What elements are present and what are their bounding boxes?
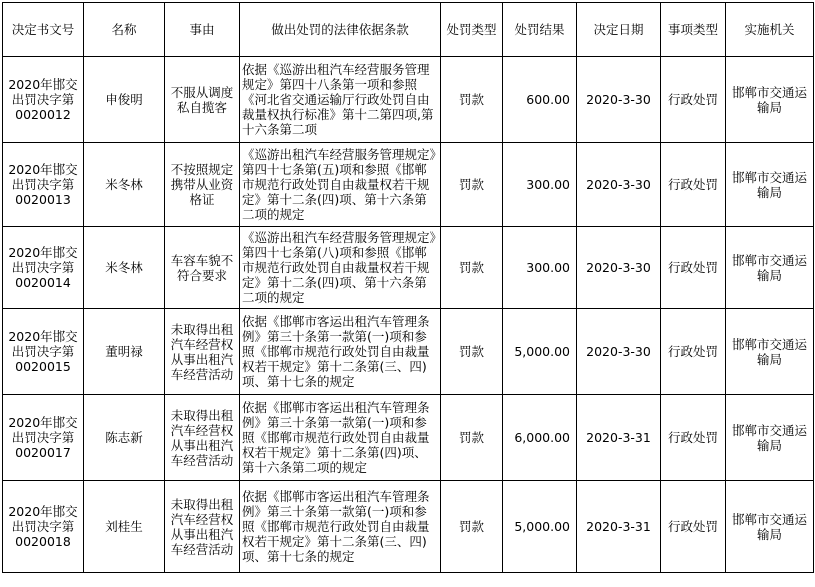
- cell-basis: 依据《邯郸市客运出租汽车管理条例》第三十条第一款第(一)项和参照《邯郸市规范行政处罚自由裁量权若干规定》第十二条第(四)项、第十六条第二项的规定: [240, 395, 441, 481]
- cell-name: 董明禄: [84, 309, 165, 395]
- header-basis: 做出处罚的法律依据条款: [240, 3, 441, 57]
- cell-agency: 邯郸市交通运输局: [726, 309, 814, 395]
- cell-name: 申俊明: [84, 57, 165, 143]
- cell-item-type: 行政处罚: [661, 481, 726, 573]
- cell-reason: 车容车貌不符合要求: [165, 227, 240, 309]
- cell-item-type: 行政处罚: [661, 143, 726, 227]
- table-row: [3, 395, 814, 481]
- header-item-type: 事项类型: [661, 3, 726, 57]
- cell-agency: 邯郸市交通运输局: [726, 395, 814, 481]
- cell-type: 罚款: [441, 143, 503, 227]
- header-doc-no: 决定书文号: [3, 3, 84, 57]
- table-row: [3, 227, 814, 309]
- cell-agency: 邯郸市交通运输局: [726, 57, 814, 143]
- cell-result: 600.00: [503, 57, 577, 143]
- cell-basis: 《巡游出租汽车经营服务管理规定》第四十七条第(五)项和参照《邯郸市规范行政处罚自由裁量权若干规定》第十二条(四)项、第十六条第二项的规定: [240, 143, 441, 227]
- cell-doc-no: 2020年邯交出罚决字第0020018: [3, 481, 84, 573]
- table-row: [3, 481, 814, 573]
- cell-doc-no: 2020年邯交出罚决字第0020015: [3, 309, 84, 395]
- cell-date: 2020-3-30: [577, 143, 661, 227]
- cell-doc-no: 2020年邯交出罚决字第0020014: [3, 227, 84, 309]
- cell-item-type: 行政处罚: [661, 227, 726, 309]
- cell-type: 罚款: [441, 395, 503, 481]
- cell-result: 300.00: [503, 143, 577, 227]
- header-type: 处罚类型: [441, 3, 503, 57]
- cell-date: 2020-3-30: [577, 57, 661, 143]
- cell-name: 刘桂生: [84, 481, 165, 573]
- cell-result: 5,000.00: [503, 481, 577, 573]
- header-result: 处罚结果: [503, 3, 577, 57]
- cell-name: 米冬林: [84, 143, 165, 227]
- cell-reason: 不按照规定携带从业资格证: [165, 143, 240, 227]
- cell-doc-no: 2020年邯交出罚决字第0020012: [3, 57, 84, 143]
- cell-type: 罚款: [441, 309, 503, 395]
- cell-agency: 邯郸市交通运输局: [726, 227, 814, 309]
- cell-reason: 不服从调度私自揽客: [165, 57, 240, 143]
- cell-type: 罚款: [441, 227, 503, 309]
- header-reason: 事由: [165, 3, 240, 57]
- cell-name: 陈志新: [84, 395, 165, 481]
- header-name: 名称: [84, 3, 165, 57]
- cell-result: 5,000.00: [503, 309, 577, 395]
- header-agency: 实施机关: [726, 3, 814, 57]
- table-row: [3, 143, 814, 227]
- cell-reason: 未取得出租汽车经营权从事出租汽车经营活动: [165, 309, 240, 395]
- cell-basis: 依据《巡游出租汽车经营服务管理规定》第四十八条第一项和参照《河北省交通运输厅行政处罚自由裁量权执行标准》第十二第四项,第十六条第二项: [240, 57, 441, 143]
- cell-type: 罚款: [441, 57, 503, 143]
- cell-basis: 依据《邯郸市客运出租汽车管理条例》第三十条第一款第(一)项和参照《邯郸市规范行政处罚自由裁量权若干规定》第十二条第(三、四)项、第十七条的规定: [240, 309, 441, 395]
- table-row: [3, 57, 814, 143]
- cell-reason: 未取得出租汽车经营权从事出租汽车经营活动: [165, 395, 240, 481]
- cell-result: 6,000.00: [503, 395, 577, 481]
- cell-reason: 未取得出租汽车经营权从事出租汽车经营活动: [165, 481, 240, 573]
- cell-item-type: 行政处罚: [661, 395, 726, 481]
- penalty-table: [2, 2, 814, 573]
- cell-type: 罚款: [441, 481, 503, 573]
- cell-date: 2020-3-30: [577, 227, 661, 309]
- cell-agency: 邯郸市交通运输局: [726, 481, 814, 573]
- cell-basis: 依据《邯郸市客运出租汽车管理条例》第三十条第一款第(一)项和参照《邯郸市规范行政处罚自由裁量权若干规定》第十二条第(三、四)项、第十七条的规定: [240, 481, 441, 573]
- cell-date: 2020-3-31: [577, 481, 661, 573]
- cell-date: 2020-3-31: [577, 395, 661, 481]
- cell-item-type: 行政处罚: [661, 57, 726, 143]
- cell-doc-no: 2020年邯交出罚决字第0020013: [3, 143, 84, 227]
- cell-item-type: 行政处罚: [661, 309, 726, 395]
- cell-date: 2020-3-30: [577, 309, 661, 395]
- header-date: 决定日期: [577, 3, 661, 57]
- cell-result: 300.00: [503, 227, 577, 309]
- cell-name: 米冬林: [84, 227, 165, 309]
- cell-doc-no: 2020年邯交出罚决字第0020017: [3, 395, 84, 481]
- cell-basis: 《巡游出租汽车经营服务管理规定》第四十七条第(八)项和参照《邯郸市规范行政处罚自由裁量权若干规定》第十二条(四)项、第十六条第二项的规定: [240, 227, 441, 309]
- header-row: [3, 3, 814, 57]
- table-row: [3, 309, 814, 395]
- cell-agency: 邯郸市交通运输局: [726, 143, 814, 227]
